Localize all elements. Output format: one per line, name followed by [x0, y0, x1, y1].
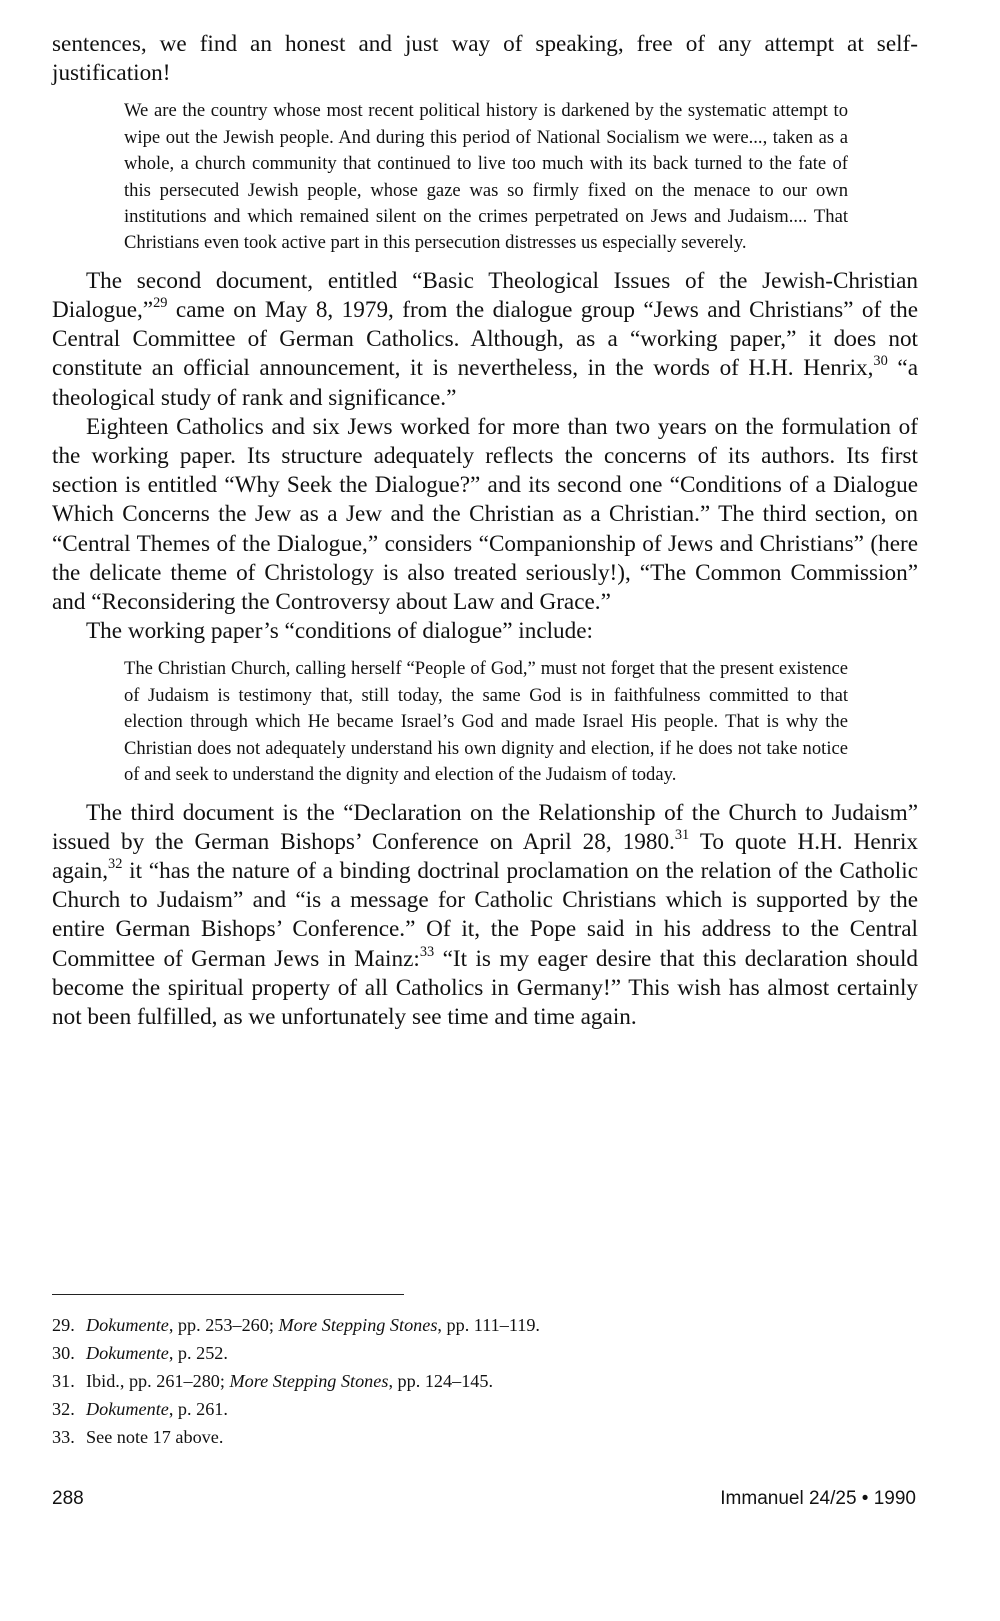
- paragraph-third-document: [52, 799, 918, 1033]
- paragraph-text: came on May 8, 1979, from the dialogue group “Jews and Christians” of the Central Committee of German Catholics. Although, as a “working paper,” it does not constitute an official announcement, it is nevertheless, in the words of H.H. Henrix,: [52, 297, 918, 382]
- footnote-title: Dokumente: [86, 1343, 169, 1363]
- footnote-text: , pp. 124–145.: [388, 1371, 494, 1391]
- paragraph-second-document: [52, 267, 918, 413]
- paragraph-text: To quote H.H. Henrix again,: [52, 828, 918, 884]
- page-number: 288: [52, 1488, 84, 1509]
- paragraph-text: it “has the nature of a binding doctrinal proclamation on the relation of the Catholic Church to Judaism” and “is a message for Catholic Christians which is supported by the entire German Bishops’ Conference.” Of it, the Pope said in his address to the Central Committee of German Jews in Mainz:: [52, 857, 918, 972]
- paragraph-text: The second document, entitled “Basic Theological Issues of the Jewish-Christian Dialogue,”: [52, 267, 918, 324]
- page-body: [52, 30, 918, 1032]
- block-quote-conditions: The Christian Church, calling herself “People of God,” must not forget that the present existence of Judaism is testimony that, still today, the same God is in faithfulness committed to that election through which He became Israel’s God and made Israel His people. That is why the Christian does not adequately understand his own dignity and election, if he does not take notice of and seek to understand the dignity and election of the Judaism of today.: [124, 658, 848, 786]
- footnote-29: [52, 1311, 918, 1339]
- footnote-33: [52, 1423, 918, 1451]
- footnote-text: , pp. 111–119.: [437, 1315, 540, 1335]
- footnote-ref-31[interactable]: 31: [674, 826, 690, 843]
- footnote-title: Dokumente: [86, 1315, 169, 1335]
- footnote-number: 31.: [52, 1371, 75, 1391]
- footnote-title: More Stepping Stones: [229, 1371, 389, 1391]
- footnote-title: Dokumente: [86, 1399, 169, 1419]
- footnote-ref-32[interactable]: 32: [108, 855, 123, 872]
- footnote-title: More Stepping Stones: [278, 1315, 438, 1335]
- paragraph-conditions-intro: The working paper’s “conditions of dialogue” include:: [86, 618, 593, 645]
- footnote-number: 30.: [52, 1343, 75, 1363]
- footnote-text: See note 17 above.: [86, 1427, 224, 1447]
- footnote-text: , pp. 253–260;: [168, 1315, 279, 1335]
- footnote-number: 29.: [52, 1315, 75, 1335]
- footnote-text: , p. 261.: [168, 1399, 228, 1419]
- footnote-number: 33.: [52, 1427, 75, 1447]
- footnote-32: [52, 1395, 918, 1423]
- footnote-31: [52, 1367, 918, 1395]
- footnotes: [52, 1311, 918, 1451]
- footnote-ref-29[interactable]: 29: [153, 294, 168, 311]
- paragraph-opening: sentences, we find an honest and just way of speaking, free of any attempt at self-justification!: [52, 31, 918, 87]
- footnote-number: 32.: [52, 1399, 75, 1419]
- paragraph-text: “It is my eager desire that this declaration should become the spiritual property of all Catholics in Germany!” This wish has almost certainly not been fulfilled, as we unfortunately see time and time again.: [52, 945, 918, 1030]
- paragraph-text: The third document is the “Declaration on the Relationship of the Church to Judaism” issued by the German Bishops’ Conference on April 28, 1980.: [52, 799, 918, 855]
- footnote-divider: [52, 1294, 404, 1295]
- footnote-text: Ibid., pp. 261–280;: [86, 1371, 230, 1391]
- footnote-ref-33[interactable]: 33: [419, 943, 435, 960]
- footnote-ref-30[interactable]: 30: [873, 353, 888, 370]
- paragraph-text: “a theological study of rank and significance.”: [52, 355, 919, 411]
- journal-citation: Immanuel 24/25 • 1990: [720, 1488, 916, 1509]
- paragraph-working-paper: Eighteen Catholics and six Jews worked for more than two years on the formulation of the working paper. Its structure adequately reflects the concerns of its authors. Its first section is entitled “Why Seek the Dialogue?” and its second one “Conditions of a Dialogue Which Concerns the Jew as a Jew and the Christian as a Christian.” The third section, on “Central Themes of the Dialogue,” considers “Companionship of Jews and Christians” (here the delicate theme of Christology is also treated seriously!), “The Common Commission” and “Reconsidering the Controversy about Law and Grace.”: [52, 413, 918, 616]
- footnote-30: [52, 1339, 918, 1367]
- block-quote-confession: We are the country whose most recent political history is darkened by the systematic attempt to wipe out the Jewish people. And during this period of National Socialism we were..., taken as a whole, a church community that continued to live too much with its back turned to the fate of this persecuted Jewish people, whose gaze was so firmly fixed on the menace to our own institutions and which remained silent on the crimes perpetrated on Jews and Judaism.... That Christians even took active part in this persecution distresses us especially severely.: [124, 100, 848, 254]
- footnote-text: , p. 252.: [168, 1343, 228, 1363]
